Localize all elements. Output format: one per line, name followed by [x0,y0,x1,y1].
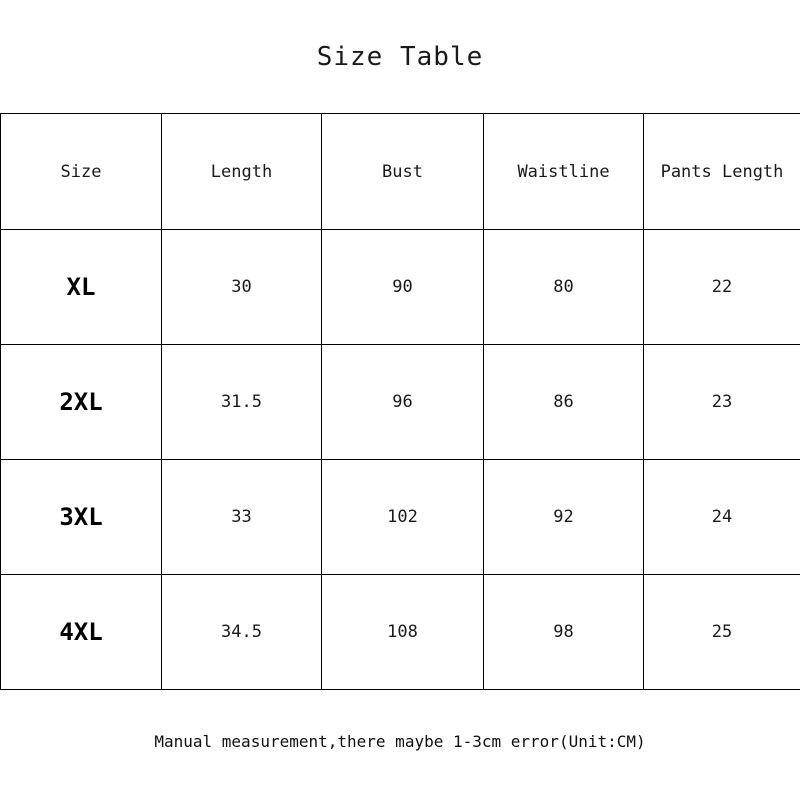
cell-size: 3XL [1,460,162,575]
cell-bust: 102 [322,460,484,575]
cell-bust: 108 [322,575,484,690]
size-table-container [0,113,800,690]
table-row [1,575,800,690]
cell-size: 2XL [1,345,162,460]
cell-length: 31.5 [162,345,322,460]
cell-pants-length: 22 [644,230,800,345]
cell-size: XL [1,230,162,345]
table-row [1,460,800,575]
table-row [1,345,800,460]
cell-pants-length: 23 [644,345,800,460]
cell-waistline: 80 [484,230,644,345]
cell-size: 4XL [1,575,162,690]
column-header-pants-length: Pants Length [644,114,800,230]
cell-pants-length: 25 [644,575,800,690]
cell-length: 33 [162,460,322,575]
table-header-row [1,114,800,230]
cell-length: 34.5 [162,575,322,690]
cell-bust: 90 [322,230,484,345]
cell-pants-length: 24 [644,460,800,575]
cell-length: 30 [162,230,322,345]
size-table [0,113,800,690]
column-header-length: Length [162,114,322,230]
page-title: Size Table [316,42,484,72]
table-row [1,230,800,345]
cell-waistline: 98 [484,575,644,690]
cell-bust: 96 [322,345,484,460]
column-header-waistline: Waistline [484,114,644,230]
column-header-size: Size [1,114,162,230]
cell-waistline: 92 [484,460,644,575]
column-header-bust: Bust [322,114,484,230]
cell-waistline: 86 [484,345,644,460]
measurement-note: Manual measurement,there maybe 1-3cm error(Unit:CM) [154,732,646,751]
